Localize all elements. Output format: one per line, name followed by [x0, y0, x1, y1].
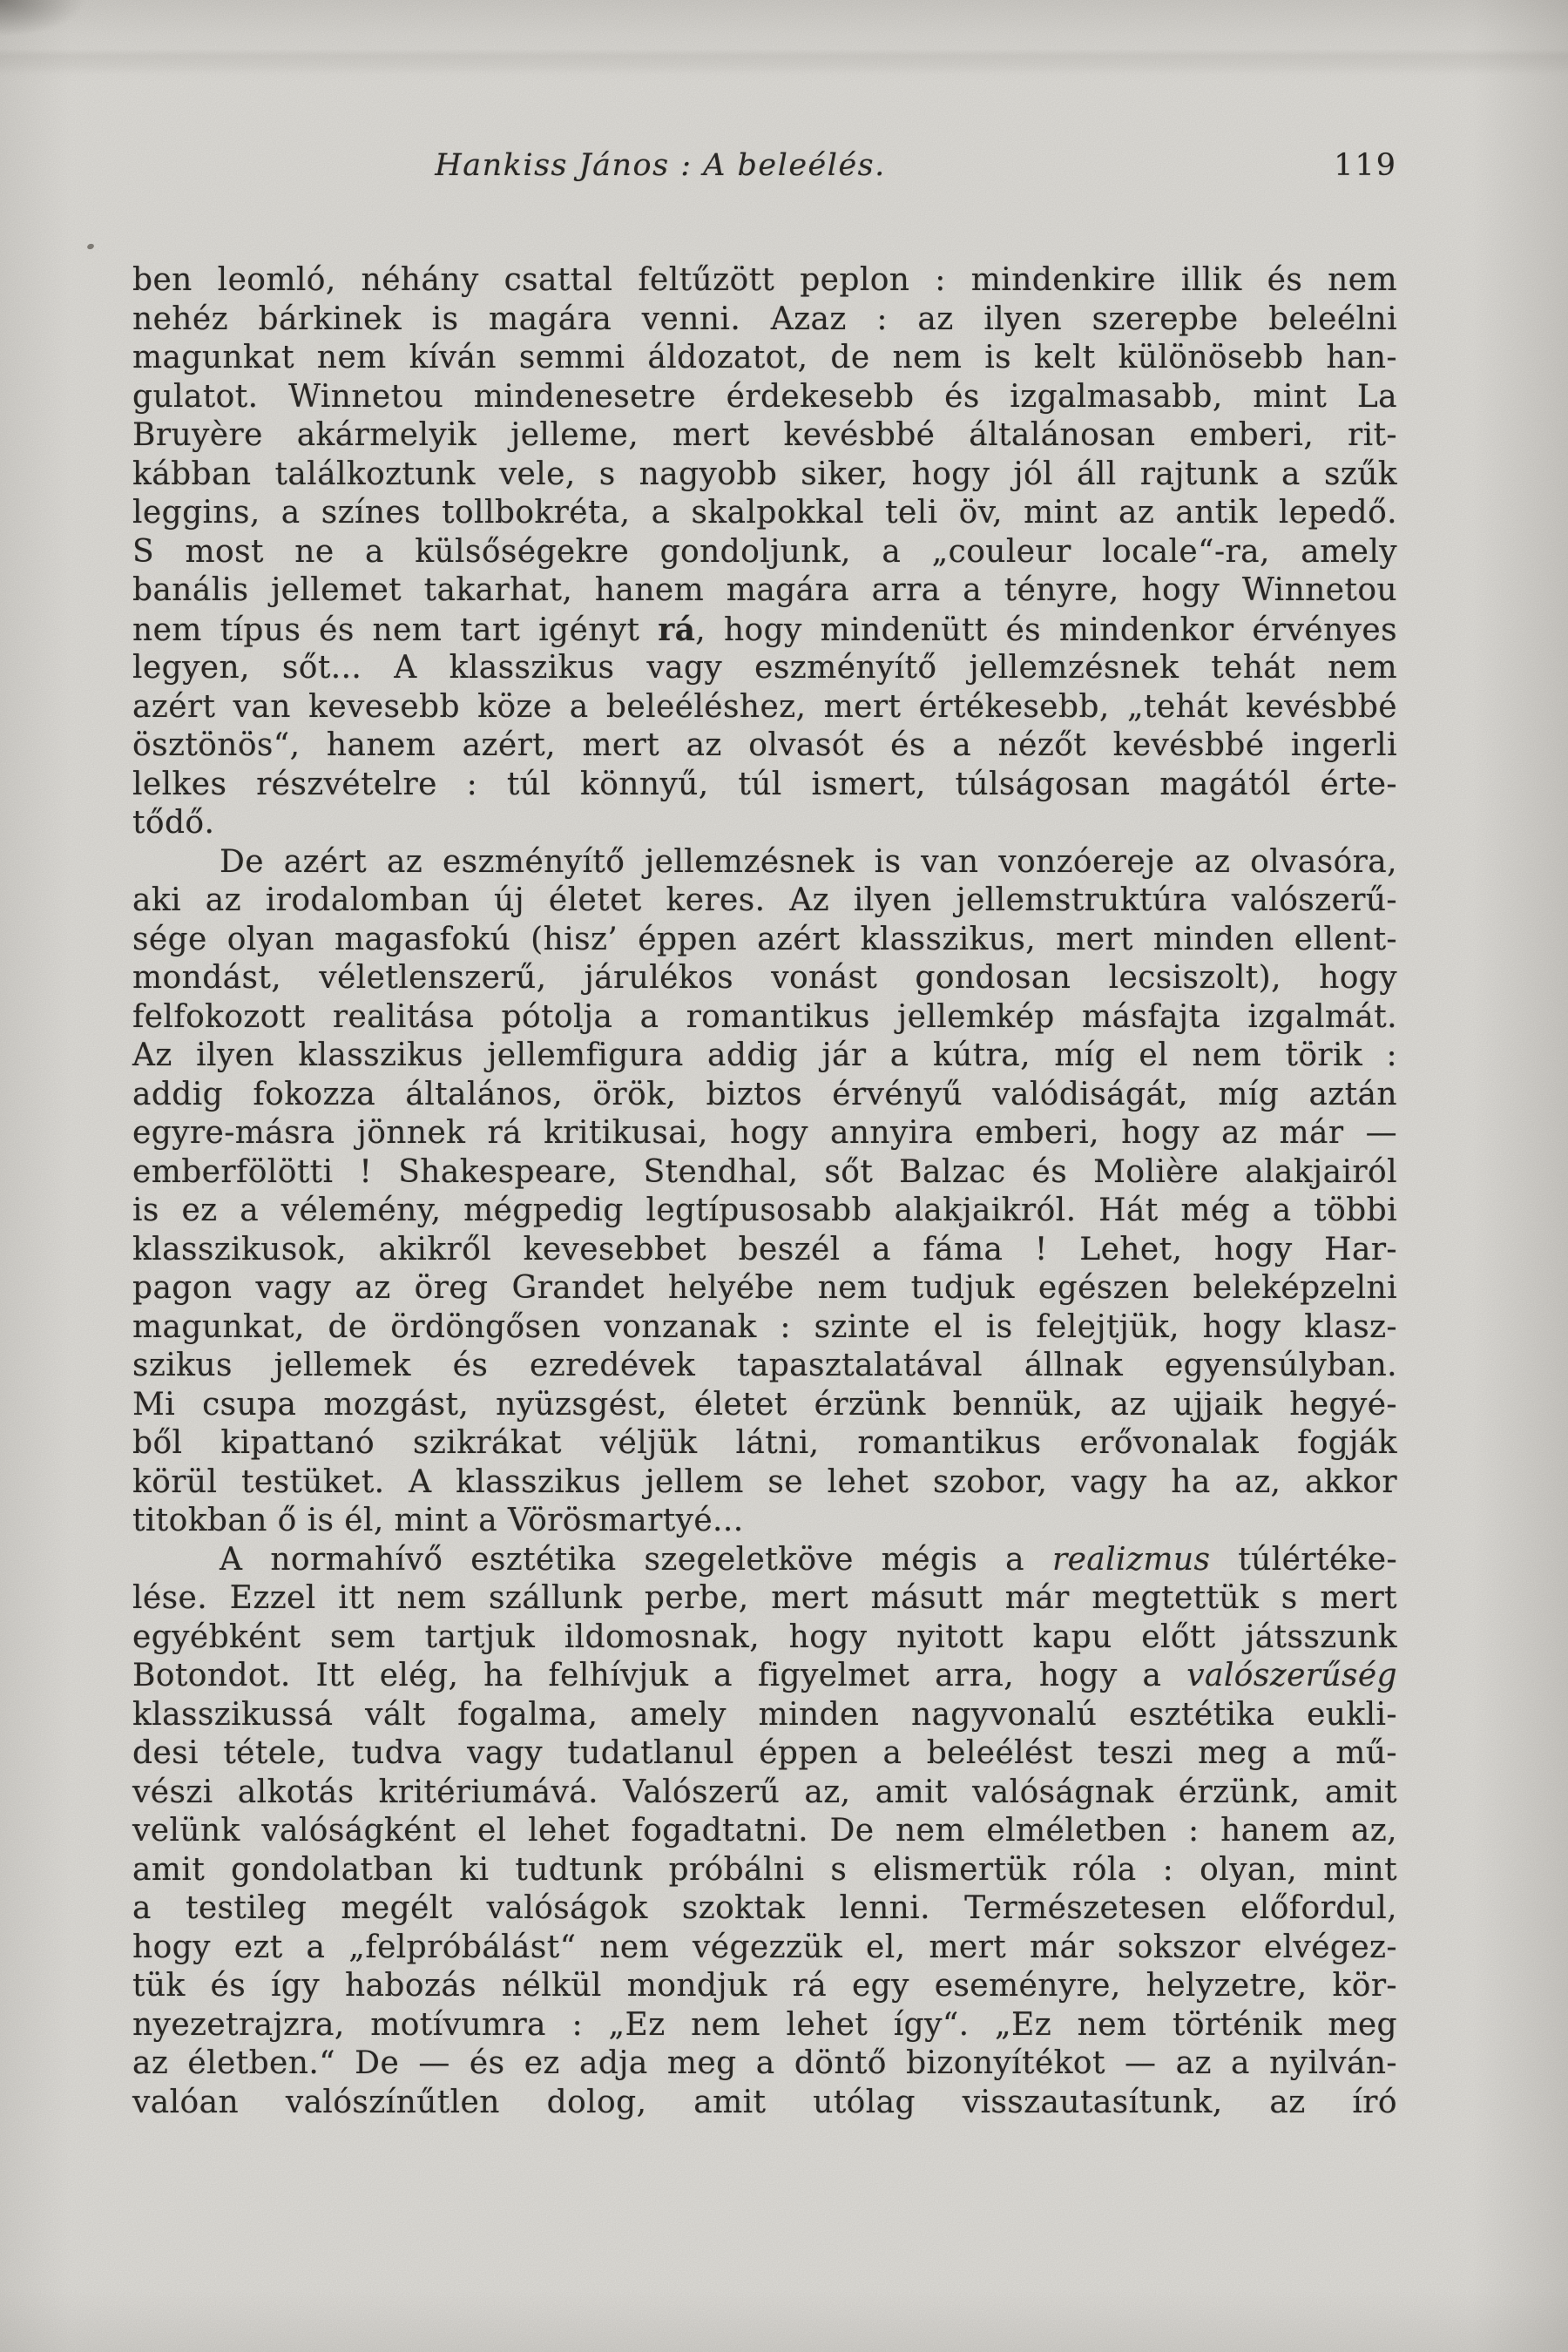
- text-line: addig fokozza általános, örök, biztos érvényű valódiságát, míg aztán: [132, 1076, 1397, 1112]
- text-line: velünk valóságként el lehet fogadtatni. De nem elméletben : hanem az,: [132, 1813, 1397, 1848]
- text-line: aki az irodalomban új életet keres. Az ilyen jellemstruktúra valószerű-: [132, 882, 1397, 918]
- text-line: A normahívő esztétika szegeletköve mégis a realizmus túlértéke-: [220, 1541, 1398, 1578]
- text-line: tük és így habozás nélkül mondjuk rá egy eseményre, helyzetre, kör-: [132, 1968, 1397, 2004]
- text-line: pagon vagy az öreg Grandet helyébe nem tudjuk egészen beleképzelni: [132, 1270, 1397, 1306]
- running-header: [132, 148, 1397, 193]
- text-line: lése. Ezzel itt nem szállunk perbe, mert másutt már megtettük s mert: [132, 1580, 1397, 1616]
- text-line: hogy ezt a „felpróbálást“ nem végezzük el, mert már sokszor elvégez-: [132, 1929, 1397, 1965]
- text-line: nehéz bárkinek is magára venni. Azaz : az ilyen szerepbe beleélni: [132, 301, 1397, 337]
- text-line: nyezetrajzra, motívumra : „Ez nem lehet így“. „Ez nem történik meg: [132, 2006, 1397, 2043]
- text-line: S most ne a külsőségekre gondoljunk, a „couleur locale“-ra, amely: [132, 533, 1397, 570]
- text-line: mondást, véletlenszerű, járulékos vonást gondosan lecsiszolt), hogy: [132, 960, 1397, 996]
- emphasis: realizmus: [1051, 1541, 1211, 1578]
- text-line: klasszikusok, akikről kevesebbet beszél a fáma ! Lehet, hogy Har-: [132, 1231, 1397, 1267]
- running-header-title: Hankiss János : A beleélés.: [435, 148, 886, 183]
- text-line: ösztönös“, hanem azért, mert az olvasót és a nézőt kevésbbé ingerli: [132, 727, 1397, 763]
- text-line: ben leomló, néhány csattal feltűzött peplon : mindenkire illik és nem: [132, 262, 1397, 298]
- emphasis: rá: [658, 611, 696, 648]
- text-line: magunkat, de ördöngősen vonzanak : szinte el is felejtjük, hogy klasz-: [132, 1308, 1397, 1345]
- text-line: titokban ő is él, mint a Vörösmartyé...: [132, 1503, 744, 1538]
- text-line: sége olyan magasfokú (hisz’ éppen azért klasszikus, mert minden ellent-: [132, 921, 1397, 957]
- emphasis: valószerűség: [1186, 1658, 1397, 1693]
- text-line: Mi csupa mozgást, nyüzsgést, életet érzünk bennük, az ujjaik hegyé-: [132, 1386, 1397, 1423]
- text-line: kábban találkoztunk vele, s nagyobb siker, hogy jól áll rajtunk a szűk: [132, 456, 1397, 492]
- text-line: De azért az eszményítő jellemzésnek is van vonzóereje az olvasóra,: [220, 843, 1397, 880]
- text-line: gulatot. Winnetou mindenesetre érdekesebb és izgalmasabb, mint La: [132, 378, 1397, 415]
- text-line: lelkes részvételre : túl könnyű, túl ismert, túlságosan magától érte-: [132, 766, 1397, 802]
- text-line: valóan valószínűtlen dolog, amit utólag visszautasítunk, az író: [132, 2084, 1397, 2120]
- page-number: 119: [1334, 148, 1397, 183]
- text-line: desi tétele, tudva vagy tudatlanul éppen a beleélést teszi meg a mű-: [132, 1735, 1397, 1771]
- text-line: tődő.: [132, 805, 215, 841]
- text-line: magunkat nem kíván semmi áldozatot, de nem is kelt különösebb han-: [132, 340, 1397, 375]
- text-line: a testileg megélt valóságok szoktak lenni. Természetesen előfordul,: [132, 1890, 1397, 1926]
- text-line: is ez a vélemény, mégpedig legtípusosabb alakjaikról. Hát még a többi: [132, 1193, 1397, 1228]
- text-line: az életben.“ De — és ez adja meg a döntő bizonyítékot — az a nyilván-: [132, 2045, 1397, 2081]
- text-line: egyre-másra jönnek rá kritikusai, hogy annyira emberi, hogy az már —: [132, 1115, 1397, 1151]
- ink-speck: [86, 243, 95, 250]
- text-line: Botondot. Itt elég, ha felhívjuk a figyelmet arra, hogy a valószerűség: [132, 1658, 1397, 1693]
- text-line: egyébként sem tartjuk ildomosnak, hogy nyitott kapu előtt játsszunk: [132, 1619, 1397, 1655]
- text-line: Bruyère akármelyik jelleme, mert kevésbbé általánosan emberi, rit-: [132, 417, 1397, 453]
- text-line: vészi alkotás kritériumává. Valószerű az, amit valóságnak érzünk, amit: [132, 1774, 1397, 1810]
- text-line: leggins, a színes tollbokréta, a skalpokkal teli öv, mint az antik lepedő.: [132, 495, 1397, 531]
- text-line: Az ilyen klasszikus jellemfigura addig jár a kútra, míg el nem törik :: [132, 1037, 1397, 1073]
- text-line: klasszikussá vált fogalma, amely minden nagyvonalú esztétika eukli-: [132, 1696, 1397, 1733]
- text-line: legyen, sőt... A klasszikus vagy eszményítő jellemzésnek tehát nem: [132, 650, 1397, 686]
- text-line: banális jellemet takarhat, hanem magára arra a tényre, hogy Winnetou: [132, 572, 1397, 608]
- text-line: felfokozott realitása pótolja a romantikus jellemkép másfajta izgalmát.: [132, 998, 1397, 1035]
- text-line: körül testüket. A klasszikus jellem se lehet szobor, vagy ha az, akkor: [132, 1463, 1397, 1500]
- text-block: [132, 261, 1397, 2122]
- text-line: ből kipattanó szikrákat véljük látni, romantikus erővonalak fogják: [132, 1425, 1397, 1461]
- text-line: azért van kevesebb köze a beleéléshez, mert értékesebb, „tehát kevésbbé: [132, 688, 1397, 725]
- text-line: amit gondolatban ki tudtunk próbálni s elismertük róla : olyan, mint: [132, 1851, 1397, 1888]
- text-line: emberfölötti ! Shakespeare, Stendhal, sőt Balzac és Molière alakjairól: [132, 1153, 1397, 1190]
- text-line: nem típus és nem tart igényt rá, hogy mindenütt és mindenkor érvényes: [132, 611, 1397, 648]
- text-line: szikus jellemek és ezredévek tapasztalatával állnak egyensúlyban.: [132, 1348, 1397, 1383]
